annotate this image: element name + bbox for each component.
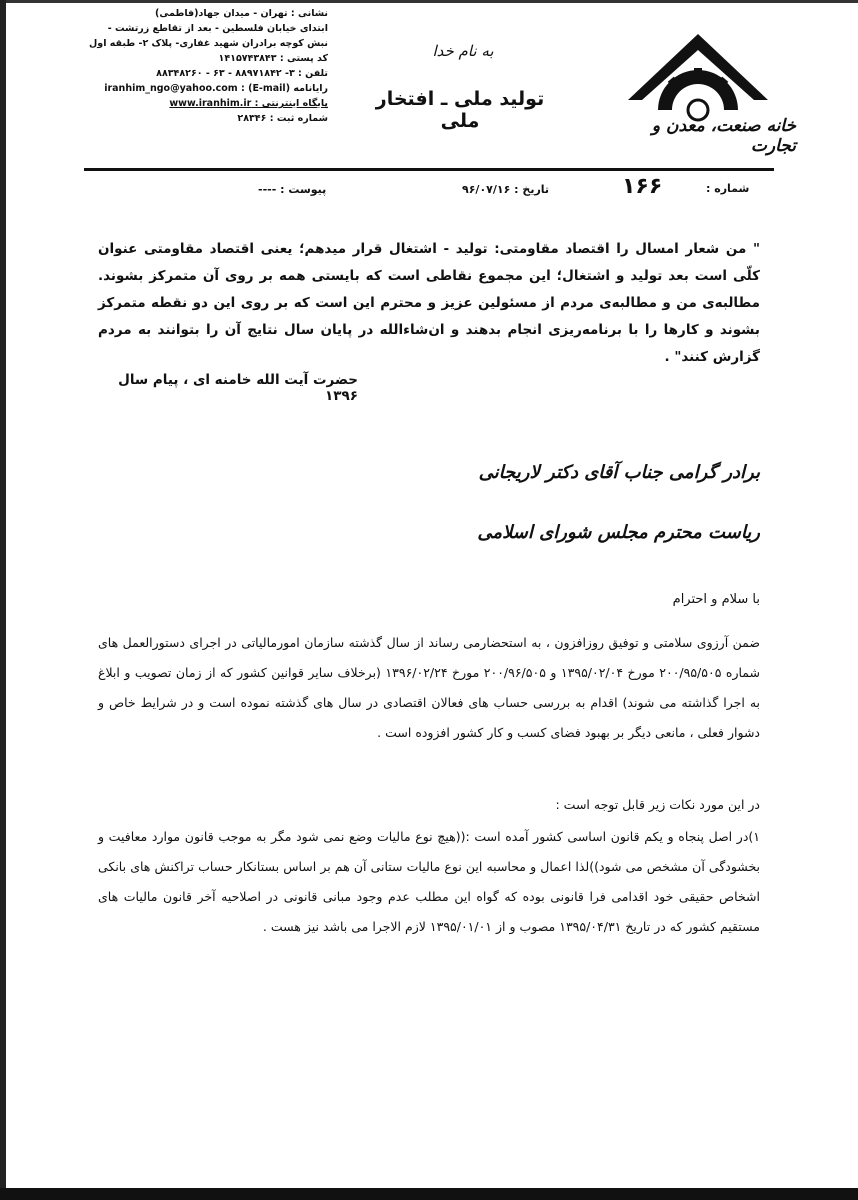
slogan: تولید ملی ـ افتخار ملی xyxy=(375,88,545,132)
body-paragraph-3: ۱)در اصل پنجاه و یکم قانون اساسی کشور آمده است :((هیچ نوع مالیات وضع نمی شود مگر به موجب قانون موارد معافیت و بخشودگی آن مشخص می شود))لذا اعمال و محاسبه این نوع مالیات ستانی آن هم بر اساس بستانکار حساب تراکنش های بانکی اشخاص حقیقی خود اقدامی فرا قانونی بوده که گواه این مطلب عدم وجود مبانی قانونی در اصلاحیه آخر قانون مالیات های مستقیم کشور که در تاریخ ۱۳۹۵/۰۴/۳۱ مصوب و از ۱۳۹۵/۰۱/۰۱ لازم الاجرا می باشد نیز هست . xyxy=(98,829,760,934)
contact-phone: تلفن : ۳- ۸۸۹۷۱۸۴۲ - ۶۳ - ۸۸۳۴۸۲۶۰ xyxy=(156,68,328,79)
contact-email: رایانامه (E-mail) : iranhim_ngo@yahoo.com xyxy=(104,83,328,94)
body-paragraph-1: ضمن آرزوی سلامتی و توفیق روزافزون ، به استحضارمی رساند از سال گذشته سازمان امورمالیاتی در اجرای دستورالعمل های شماره ۲۰۰/۹۵/۵۰۵ مورخ ۱۳۹۵/۰۲/۰۴ و ۲۰۰/۹۶/۵۰۵ مورخ ۱۳۹۶/۰۲/۲۴ (برخلاف سایر قوانین کشور که از زمان تصویب و ابلاغ به اجرا گذاشته می شوند) اقدام به بررسی حساب های فعالان اقتصادی در سال های گذشته نموده است و در شرایط خاص و دشوار فعلی ، مانعی دیگر بر بهبود فضای کسب و کار کشور افزوده است . xyxy=(98,635,760,740)
greeting: با سلام و احترام xyxy=(672,592,760,607)
scan-edge-left xyxy=(0,0,6,1200)
addressee-name: برادر گرامی جناب آقای دکتر لاریجانی xyxy=(478,462,760,483)
contact-postal-code: کد پستی : ۱۴۱۵۷۴۳۸۴۳ xyxy=(218,53,328,64)
attachment: پیوست : ---- xyxy=(258,183,327,196)
basmala: به نام خدا xyxy=(432,42,494,60)
addressee-title: ریاست محترم مجلس شورای اسلامی xyxy=(477,522,760,543)
quote-source: حضرت آیت الله خامنه ای ، پیام سال ۱۳۹۶ xyxy=(118,372,358,404)
contact-block xyxy=(89,6,328,126)
contact-address-3: نبش کوچه برادران شهید غفاری- پلاک ۲- طبقه اول xyxy=(89,38,328,49)
contact-address: نشانی : تهران - میدان جهاد(فاطمی) xyxy=(155,8,328,19)
letter-date: تاریخ : ۹۶/۰۷/۱۶ xyxy=(462,183,550,196)
scan-edge-bottom xyxy=(0,1188,858,1200)
letter-number: ۱۶۶ xyxy=(622,174,663,199)
body-paragraph-2: در این مورد نکات زیر قابل توجه است : xyxy=(555,797,760,812)
header-divider xyxy=(84,168,774,171)
number-label: شماره : xyxy=(706,182,750,195)
contact-address-2: ابتدای خیابان فلسطین - بعد از تقاطع زرتشت - xyxy=(107,23,328,34)
organization-name: خانه صنعت، معدن و تجارت xyxy=(651,116,796,156)
contact-website: پایگاه اینترنتی : www.iranhim.ir xyxy=(169,98,328,109)
leader-quote: " من شعار امسال را اقتصاد مقاومتی: تولید - اشتغال قرار میدهم؛ یعنی اقتصاد مقاومتی عنوان کلّی است بعد تولید و اشتغال؛ این مجموع نقاطی است که بایستی همه بر روی آن متمرکز بشوند. مطالبه‌ی من و مطالبه‌ی مردم از مسئولین عزیز و محترم این است که بر روی این دو نقطه متمرکز بشوند و کارها را با برنامه‌ریزی انجام بدهند و ان‌شاءالله در پایان سال نتایج آن را بتوانند به مردم گزارش کنند" . xyxy=(98,241,760,365)
contact-registration: شماره ثبت : ۲۸۳۴۶ xyxy=(237,113,328,124)
scan-edge-top xyxy=(0,0,858,3)
